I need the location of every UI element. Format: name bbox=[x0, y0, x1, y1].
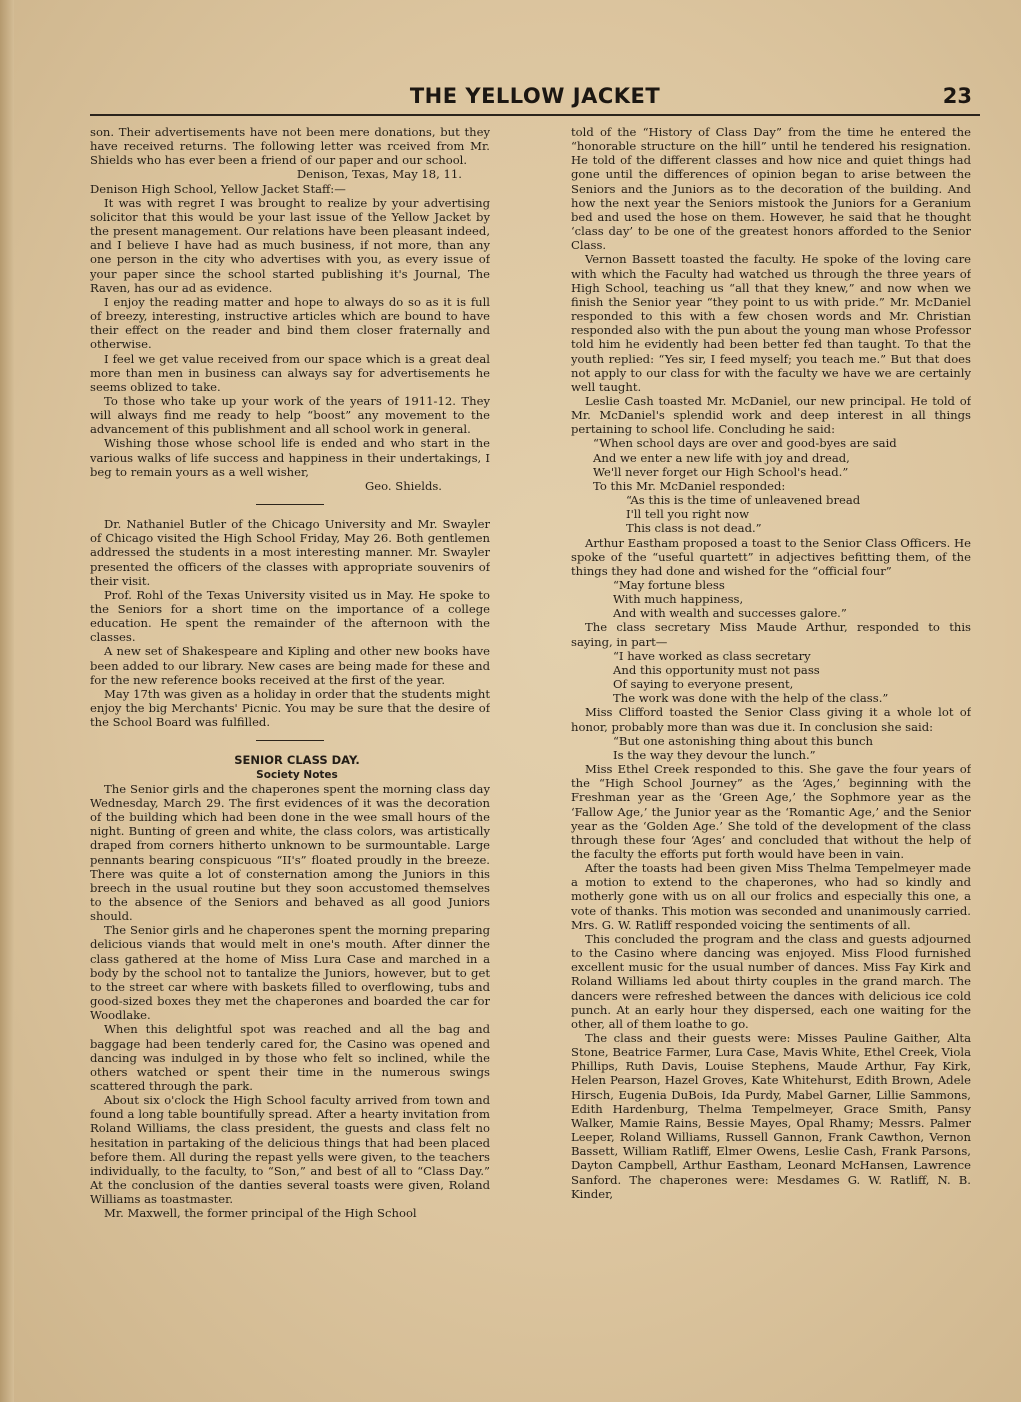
paragraph: To those who take up your work of the years of 1911-12. They will always find me ready to help “boost” any movement to the advancement of this publishment and all school work in general. bbox=[90, 393, 490, 437]
paragraph: told of the “History of Class Day” from the time he entered the “honorable structure on the hill” until he tendered his resignation. He told of the different classes and how nice and quiet things had gone until the differences of opinion began to arise between the Seniors and the Juniors as to the decoration of the building. And how the next year the Seniors mistook the Juniors for a Geranium bed and used the hose on them. However, he said that he thought ‘class day’ to be one of the greatest honors afforded to the Senior Class. bbox=[571, 125, 971, 253]
paragraph: Vernon Bassett toasted the faculty. He spoke of the loving care with which the Faculty had watched us through the three years of High School, teaching us “all that they knew,” and now when we finish the Senior year “they point to us with pride.” Mr. McDaniel responded to this with a few chosen words and Mr. Christian responded also with the pun about the young man whose Professor told him he evidently had been better fed than taught. To that the youth replied: “Yes sir, I feed myself; you teach me.” But that does not apply to our class for with the faculty we have we are certainly well taught. bbox=[571, 252, 971, 394]
verse-line: Is the way they devour the lunch.” bbox=[613, 747, 816, 762]
verse-line: And we enter a new life with joy and dread, bbox=[593, 450, 850, 465]
paragraph: Miss Ethel Creek responded to this. She gave the four years of the “High School Journey” as the ‘Ages,’ beginning with the Freshman year as the ‘Green Age,’ the Sophmore year as the ‘Fallow Age,’ the Junior year as the ‘Romantic Age,’ and the Senior year as the ‘Golden Age.’ She told of the development of the class through these four ‘Ages’ and concluded that without the help of the faculty the efforts put forth would have been in vain. bbox=[571, 762, 971, 861]
paragraph: This concluded the program and the class and guests adjourned to the Casino where dancing was enjoyed. Miss Flood furnished excellent music for the usual number of dances. Miss Fay Kirk and Roland Williams led about thirty couples in the grand march. The dancers were refreshed between the dances with delicious ice cold punch. At an early hour they dispersed, each one waiting for the other, all of them loathe to go. bbox=[571, 931, 971, 1031]
verse-line: “But one astonishing thing about this bunch bbox=[613, 733, 873, 748]
paragraph: The class and their guests were: Misses Pauline Gaither, Alta Stone, Beatrice Farmer, Lura Case, Mavis White, Ethel Creek, Viola Phillips, Ruth Davis, Louise Stephens, Maude Arthur, Fay Kirk, Helen Pearson, Hazel Groves, Kate Whitehurst, Edith Brown, Adele Hirsch, Eugenia DuBois, Ida Purdy, Mabel Garner, Lillie Sammons, Edith Hardenburg, Thelma Tempelmeyer, Grace Smith, Pansy Walker, Mamie Rains, Bessie Mayes, Opal Rhamy; Messrs. Palmer Leeper, Roland Williams, Russell Gannon, Frank Cawthon, Vernon Bassett, William Ratliff, Elmer Owens, Leslie Cash, Frank Parsons, Dayton Campbell, Arthur Eastham, Leonard McHansen, Lawrence Sanford. The chaperones were: Mesdames G. W. Ratliff, N. B. Kinder, bbox=[571, 1031, 971, 1201]
verse-line: “As this is the time of unleavened bread bbox=[626, 493, 861, 508]
paragraph: The class secretary Miss Maude Arthur, responded to this saying, in part— bbox=[571, 620, 971, 649]
paragraph: Prof. Rohl of the Texas University visited us in May. He spoke to the Seniors for a short time on the importance of a college education. He spent the remainder of the afternoon with the classes. bbox=[90, 587, 490, 645]
paragraph: After the toasts had been given Miss Thelma Tempelmeyer made a motion to extend to the chaperones, who had so kindly and motherly gone with us on all our frolics and especially this one, a vote of thanks. This motion was seconded and unanimously carried. Mrs. G. W. Ratliff responded voicing the sentiments of all. bbox=[571, 861, 971, 932]
paragraph: About six o'clock the High School faculty arrived from town and found a long table bountifully spread. After a hearty invitation from Roland Williams, the class president, the guests and class felt no hesitation in partaking of the delicious things that had been placed before them. All during the repast yells were given, to the teachers individually, to the faculty, to “Son,” and best of all to “Class Day.” At the conclusion of the danties several toasts were given, Roland Williams as toastmaster. bbox=[90, 1093, 490, 1207]
paragraph: A new set of Shakespeare and Kipling and other new books have been added to our library. New cases are being made for these and for the new reference books received at the first of the year. bbox=[90, 644, 490, 687]
paragraph: The Senior girls and he chaperones spent the morning preparing delicious viands that would melt in one's mouth. After dinner the class gathered at the home of Miss Lura Case and marched in a body by the school not to tantalize the Juniors, however, but to get to the street car where with baskets filled to overflowing, tubs and good-sized boxes they met the chaperones and boarded the car for Woodlake. bbox=[90, 923, 490, 1023]
verse-line: Of saying to everyone present, bbox=[613, 677, 794, 692]
paragraph: Wishing those whose school life is ended and who start in the various walks of life success and happiness in their undertakings, I beg to remain yours as a well wisher, bbox=[90, 436, 490, 479]
paragraph: Dr. Nathaniel Butler of the Chicago University and Mr. Swayler of Chicago visited the High School Friday, May 26. Both gentlemen addressed the students in a most interesting manner. Mr. Swayler presented the officers of the classes with appropriate souvenirs of their visit. bbox=[90, 517, 490, 588]
paragraph: Mr. Maxwell, the former principal of the High School bbox=[104, 1206, 417, 1221]
paragraph: Miss Clifford toasted the Senior Class giving it a whole lot of honor, probably more than was due it. In conclusion she said: bbox=[571, 705, 971, 734]
letter-dateline: Denison, Texas, May 18, 11. bbox=[296, 167, 462, 182]
page-header bbox=[90, 84, 980, 116]
paragraph: son. Their advertisements have not been mere donations, but they have received returns. The following letter was rceived from Mr. Shields who has ever been a friend of our paper and our school. bbox=[90, 125, 490, 168]
verse-line: “When school days are over and good-byes are said bbox=[593, 436, 897, 451]
paragraph: Leslie Cash toasted Mr. McDaniel, our new principal. He told of Mr. McDaniel's splendid work and deep interest in all things pertaining to school life. Concluding he said: bbox=[571, 393, 971, 437]
paragraph: May 17th was given as a holiday in order that the students might enjoy the big Merchants' Picnic. You may be sure that the desire of the School Board was fulfilled. bbox=[90, 686, 490, 730]
verse-line: “I have worked as class secretary bbox=[613, 648, 811, 663]
page-number: 23 bbox=[942, 84, 972, 108]
paragraph: Arthur Eastham proposed a toast to the Senior Class Officers. He spoke of the “useful quartett” in adjectives befitting them, of the things they had done and wished for the “official four” bbox=[571, 535, 971, 578]
verse-line: “May fortune bless bbox=[613, 578, 725, 592]
verse-line: And this opportunity must not pass bbox=[613, 662, 820, 677]
article-subheading: Society Notes bbox=[256, 768, 338, 781]
paragraph: I feel we get value received from our space which is a great deal more than men in business can always say for advertisements he seems oblized to take. bbox=[90, 351, 490, 394]
section-divider bbox=[256, 740, 324, 741]
paragraph: The Senior girls and the chaperones spent the morning class day Wednesday, March 29. The first evidences of it was the decoration of the building which had been done in the wee small hours of the night. Bunting of green and white, the class colors, was artistically draped from corners hitherto unknown to be surmountable. Large pennants bearing conspicuous “II's” floated proudly in the breeze. There was quite a lot of consternation among the Juniors in this breech in the usual routine but they soon accustomed themselves to the absence of the Seniors and behaved as all good Juniors should. bbox=[90, 781, 490, 924]
page-binding-edge bbox=[0, 0, 14, 1402]
letter-salutation: Denison High School, Yellow Jacket Staff:— bbox=[90, 181, 346, 196]
paragraph: When this delightful spot was reached and all the bag and baggage had been tenderly cared for, the Casino was opened and dancing was indulged in by those who felt so inclined, while the others watched or spent their time in the numerous swings scattered through the park. bbox=[90, 1022, 490, 1093]
verse-line: I'll tell you right now bbox=[626, 507, 750, 522]
left-column bbox=[90, 125, 490, 1320]
paragraph: It was with regret I was brought to realize by your advertising solicitor that this would be your last issue of the Yellow Jacket by the present management. Our relations have been pleasant indeed, and I believe I have had as much business, if not more, than any one person in the city who advertises with you, as every issue of your paper since the school started publishing it's Journal, The Raven, has our ad as evidence. bbox=[90, 195, 490, 295]
paragraph: I enjoy the reading matter and hope to always do so as it is full of breezy, interesting, instructive articles which are bound to have their effect on the reader and bind them closer fraternally and otherwise. bbox=[90, 294, 490, 352]
right-column bbox=[571, 125, 971, 1320]
verse-line: We'll never forget our High School's head.” bbox=[593, 464, 849, 479]
verse-line: The work was done with the help of the class.” bbox=[613, 691, 889, 706]
running-title: THE YELLOW JACKET bbox=[409, 84, 661, 108]
section-divider bbox=[256, 504, 324, 505]
verse-line: And with wealth and successes galore.” bbox=[613, 606, 847, 621]
letter-signature: Geo. Shields. bbox=[364, 478, 442, 493]
verse-line: This class is not dead.” bbox=[626, 521, 762, 536]
article-heading: SENIOR CLASS DAY. bbox=[234, 753, 360, 768]
verse-line: To this Mr. McDaniel responded: bbox=[593, 478, 786, 493]
verse-line: With much happiness, bbox=[613, 592, 744, 607]
